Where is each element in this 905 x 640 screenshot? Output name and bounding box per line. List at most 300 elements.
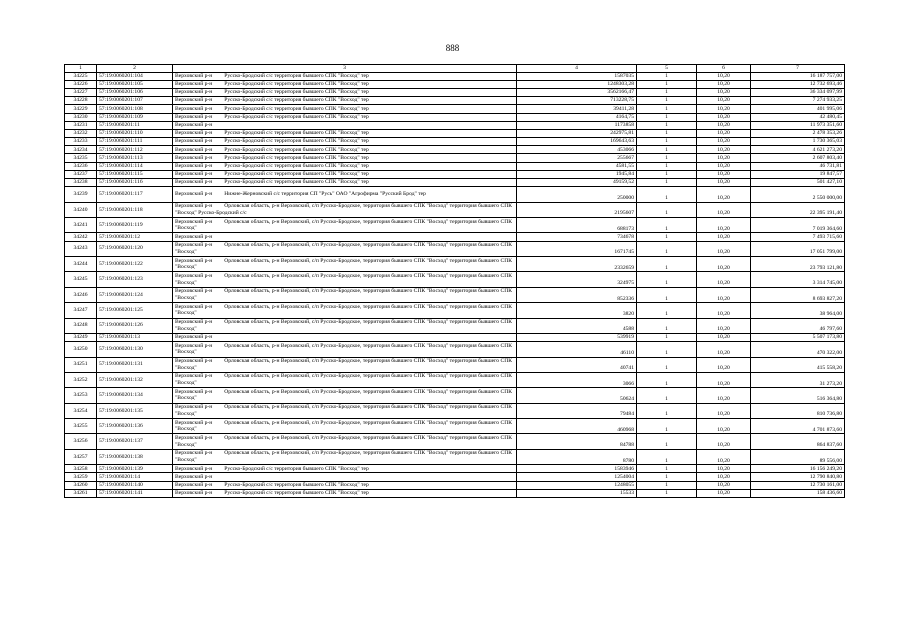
raion-label: Верховский р-н: [175, 435, 213, 442]
raion-label: Верховский р-н: [175, 105, 213, 112]
cadastral-number: 57:19:0060201:106: [97, 88, 173, 96]
location-cell: [173, 88, 517, 96]
cadastral-value: 864 837,60: [751, 434, 845, 449]
address-label: Орловская область, р-н Верховский, с/п Русско-Бродское, территория бывшего СПК "Восход" территория бывшего СПК "Восход": [175, 319, 512, 332]
location-cell: [173, 170, 517, 178]
cadastral-value: 516 364,80: [751, 388, 845, 403]
table-row: [65, 318, 845, 333]
cadastral-number: 57:19:0060201:119: [97, 218, 173, 233]
rate-value: 10,20: [697, 218, 751, 233]
row-number: 34238: [65, 179, 97, 187]
address-label: Русско-Бродский с/с территория бывшего СПК "Восход" тер: [224, 465, 369, 472]
column-5-value: 1: [637, 113, 697, 121]
address-label: Русско-Бродский с/с территория бывшего СПК "Восход" тер: [224, 171, 369, 178]
column-5-value: 1: [637, 473, 697, 481]
address-label: Орловская область, р-н Верховский, с/п Русско-Бродское, территория бывшего СПК "Восход" территория бывшего СПК "Восход": [175, 388, 512, 402]
address-label: Русско-Бродский с/с территория бывшего СПК "Восход" тер: [224, 72, 369, 79]
land-register-table: [64, 64, 845, 498]
row-number: 34228: [65, 97, 97, 105]
address-label: Русско-Бродский с/с территория бывшего СПК "Восход" тер: [224, 162, 369, 169]
column-5-value: 1: [637, 162, 697, 170]
column-header: 7: [751, 65, 845, 73]
rate-value: 10,20: [697, 434, 751, 449]
column-5-value: 1: [637, 333, 697, 341]
row-number: 34253: [65, 388, 97, 403]
column-5-value: 1: [637, 202, 697, 217]
cadastral-value: 4 701 873,60: [751, 419, 845, 434]
raion-label: Верховский р-н: [175, 242, 213, 249]
cadastral-number: 57:19:0060201:111: [97, 138, 173, 146]
rate-value: 10,20: [697, 372, 751, 387]
cadastral-number: 57:19:0060201:126: [97, 318, 173, 333]
row-number: 34226: [65, 80, 97, 88]
table-row: [65, 465, 845, 473]
column-5-value: 1: [637, 218, 697, 233]
area-value: 1254004: [517, 473, 637, 481]
table-row: [65, 88, 845, 96]
area-value: 1248055: [517, 481, 637, 489]
location-cell: [173, 449, 517, 464]
area-value: 2332659: [517, 256, 637, 271]
address-label: Орловская область, р-н Верховский, с/п Русско-Бродское, территория бывшего СПК "Восход" территория бывшего СПК "Восход": [175, 242, 512, 255]
address-label: Русско-Бродский с/с территория бывшего СПК "Восход" тер: [224, 89, 369, 96]
table-row: [65, 170, 845, 178]
area-value: 453066: [517, 146, 637, 154]
rate-value: 10,20: [697, 473, 751, 481]
raion-label: Верховский р-н: [175, 179, 213, 186]
raion-label: Верховский р-н: [175, 233, 213, 240]
location-cell: [173, 187, 517, 202]
table-row: [65, 241, 845, 256]
address-label: Орловская область, р-н Верховский, с/п Русско-Бродское, территория бывшего СПК "Восход" территория бывшего СПК "Восход": [175, 303, 512, 317]
area-value: 713228,75: [517, 97, 637, 105]
address-label: Русско-Бродский с/с территория бывшего СПК "Восход" тер: [224, 113, 369, 120]
cadastral-number: 57:19:0060201:130: [97, 342, 173, 357]
column-5-value: 1: [637, 403, 697, 418]
raion-label: Верховский р-н: [175, 490, 213, 497]
address-label: Орловская область, р-н Верховский, с/п Русско-Бродское, территория бывшего СПК "Восход" территория бывшего СПК "Восход": [175, 373, 512, 387]
column-5-value: 1: [637, 388, 697, 403]
cadastral-number: 57:19:0060201:105: [97, 80, 173, 88]
area-value: 39411,28: [517, 105, 637, 113]
row-number: 34230: [65, 113, 97, 121]
cadastral-number: 57:19:0060201:113: [97, 154, 173, 162]
table-row: [65, 481, 845, 489]
row-number: 34233: [65, 138, 97, 146]
row-number: 34229: [65, 105, 97, 113]
location-cell: [173, 233, 517, 241]
area-value: 50624: [517, 388, 637, 403]
rate-value: 10,20: [697, 154, 751, 162]
raion-label: Верховский р-н: [175, 72, 213, 79]
location-cell: [173, 179, 517, 187]
cadastral-value: 12 730 161,00: [751, 481, 845, 489]
table-row: [65, 419, 845, 434]
cadastral-value: 22 395 191,40: [751, 202, 845, 217]
raion-label: Верховский р-н: [175, 319, 213, 326]
cadastral-value: 7 019 364,60: [751, 218, 845, 233]
raion-label: Верховский р-н: [175, 154, 213, 161]
cadastral-number: 57:19:0060201:140: [97, 481, 173, 489]
column-5-value: 1: [637, 256, 697, 271]
raion-label: Верховский р-н: [175, 122, 213, 129]
rate-value: 10,20: [697, 113, 751, 121]
raion-label: Верховский р-н: [175, 89, 213, 96]
column-5-value: 1: [637, 97, 697, 105]
cadastral-number: 57:19:0060201:137: [97, 434, 173, 449]
rate-value: 10,20: [697, 287, 751, 302]
row-number: 34258: [65, 465, 97, 473]
cadastral-value: 4 621 273,20: [751, 146, 845, 154]
rate-value: 10,20: [697, 318, 751, 333]
cadastral-value: 2 478 353,26: [751, 129, 845, 137]
location-cell: [173, 146, 517, 154]
address-label: Орловская область, р-н Верховский, с/п Русско-Бродское, территория бывшего СПК "Восход" территория бывшего СПК "Восход": [175, 404, 512, 417]
location-cell: [173, 97, 517, 105]
rate-value: 10,20: [697, 146, 751, 154]
row-number: 34261: [65, 489, 97, 497]
row-number: 34248: [65, 318, 97, 333]
column-5-value: 1: [637, 154, 697, 162]
cadastral-number: 57:19:0060201:120: [97, 241, 173, 256]
address-label: Русско-Бродский с/с территория бывшего СПК "Восход" тер: [224, 130, 369, 137]
cadastral-value: 401 995,06: [751, 105, 845, 113]
raion-label: Верховский р-н: [175, 218, 213, 225]
raion-label: Верховский р-н: [175, 388, 213, 395]
column-5-value: 1: [637, 272, 697, 287]
cadastral-number: 57:19:0060201:117: [97, 187, 173, 202]
row-number: 34242: [65, 233, 97, 241]
rate-value: 10,20: [697, 342, 751, 357]
row-number: 34246: [65, 287, 97, 302]
rate-value: 10,20: [697, 121, 751, 129]
location-cell: [173, 318, 517, 333]
rate-value: 10,20: [697, 105, 751, 113]
location-cell: [173, 403, 517, 418]
table-body: [65, 65, 845, 498]
cadastral-value: 5 507 173,80: [751, 333, 845, 341]
cadastral-value: 415 558,20: [751, 357, 845, 372]
table-row: [65, 303, 845, 318]
cadastral-number: 57:19:0060201:14: [97, 473, 173, 481]
cadastral-value: 42 480,45: [751, 113, 845, 121]
cadastral-number: 57:19:0060201:112: [97, 146, 173, 154]
cadastral-number: 57:19:0060201:13: [97, 333, 173, 341]
raion-label: Верховский р-н: [175, 146, 213, 153]
area-value: 46110: [517, 342, 637, 357]
row-number: 34225: [65, 72, 97, 80]
area-value: 688173: [517, 218, 637, 233]
cadastral-value: 2 607 803,40: [751, 154, 845, 162]
location-cell: [173, 162, 517, 170]
area-value: 4588: [517, 318, 637, 333]
rate-value: 10,20: [697, 138, 751, 146]
cadastral-value: 2 550 000,00: [751, 187, 845, 202]
column-5-value: 1: [637, 241, 697, 256]
row-number: 34247: [65, 303, 97, 318]
column-5-value: 1: [637, 481, 697, 489]
cadastral-value: 1 730 365,03: [751, 138, 845, 146]
cadastral-number: 57:19:0060201:125: [97, 303, 173, 318]
table-row: [65, 179, 845, 187]
address-label: Орловская область, р-н Верховский, с/п Русско-Бродское, территория бывшего СПК "Восход" территория бывшего СПК "Восход": [175, 342, 512, 356]
area-value: 250000: [517, 187, 637, 202]
cadastral-value: 3 314 745,00: [751, 272, 845, 287]
row-number: 34245: [65, 272, 97, 287]
location-cell: [173, 80, 517, 88]
area-value: 1587035: [517, 72, 637, 80]
raion-label: Верховский р-н: [175, 130, 213, 137]
table-row: [65, 489, 845, 497]
location-cell: [173, 72, 517, 80]
area-value: 539919: [517, 333, 637, 341]
location-cell: [173, 241, 517, 256]
row-number: 34250: [65, 342, 97, 357]
row-number: 34254: [65, 403, 97, 418]
rate-value: 10,20: [697, 333, 751, 341]
raion-label: Верховский р-н: [175, 138, 213, 145]
location-cell: [173, 357, 517, 372]
table-row: [65, 256, 845, 271]
location-cell: [173, 434, 517, 449]
rate-value: 10,20: [697, 403, 751, 418]
row-number: 34259: [65, 473, 97, 481]
rate-value: 10,20: [697, 129, 751, 137]
location-cell: [173, 121, 517, 129]
row-number: 34257: [65, 449, 97, 464]
row-number: 34227: [65, 88, 97, 96]
address-label: Орловская область, р-н Верховский, с/п Русско-Бродское, территория бывшего СПК "Восход" территория бывшего СПК "Восход": [175, 272, 512, 286]
area-value: 15533: [517, 489, 637, 497]
raion-label: Верховский р-н: [175, 465, 213, 472]
column-header: 1: [65, 65, 97, 73]
cadastral-number: 57:19:0060201:123: [97, 272, 173, 287]
address-label: Русско-Бродский с/с территория бывшего СПК "Восход" тер: [224, 105, 369, 112]
table-row: [65, 449, 845, 464]
cadastral-number: 57:19:0060201:114: [97, 162, 173, 170]
area-value: 1248303,28: [517, 80, 637, 88]
area-value: 1583946: [517, 465, 637, 473]
cadastral-number: 57:19:0060201:135: [97, 403, 173, 418]
location-cell: [173, 287, 517, 302]
location-cell: [173, 388, 517, 403]
table-row: [65, 233, 845, 241]
column-header: 5: [637, 65, 697, 73]
address-label: Русско-Бродский с/с территория бывшего СПК "Восход" тер: [224, 138, 369, 145]
column-5-value: 1: [637, 372, 697, 387]
location-cell: [173, 372, 517, 387]
row-number: 34256: [65, 434, 97, 449]
cadastral-value: 16 156 249,20: [751, 465, 845, 473]
column-5-value: 1: [637, 170, 697, 178]
location-cell: [173, 138, 517, 146]
rate-value: 10,20: [697, 162, 751, 170]
raion-label: Верховский р-н: [175, 81, 213, 88]
table-row: [65, 154, 845, 162]
address-label: Русско-Бродский с/с территория бывшего СПК "Восход" тер: [224, 481, 369, 488]
cadastral-value: 11 973 351,60: [751, 121, 845, 129]
table-row: [65, 105, 845, 113]
table-row: [65, 162, 845, 170]
table-row: [65, 138, 845, 146]
column-5-value: 1: [637, 419, 697, 434]
table-row: [65, 372, 845, 387]
cadastral-number: 57:19:0060201:115: [97, 170, 173, 178]
rate-value: 10,20: [697, 388, 751, 403]
cadastral-number: 57:19:0060201:107: [97, 97, 173, 105]
area-value: 84788: [517, 434, 637, 449]
row-number: 34231: [65, 121, 97, 129]
column-5-value: 1: [637, 146, 697, 154]
column-5-value: 1: [637, 465, 697, 473]
table-row: [65, 113, 845, 121]
table-row: [65, 388, 845, 403]
cadastral-value: 89 556,00: [751, 449, 845, 464]
raion-label: Верховский р-н: [175, 419, 213, 426]
raion-label: Верховский р-н: [175, 272, 213, 279]
area-value: 1173858: [517, 121, 637, 129]
table-row: [65, 187, 845, 202]
rate-value: 10,20: [697, 241, 751, 256]
column-5-value: 1: [637, 357, 697, 372]
raion-label: Верховский р-н: [175, 334, 213, 341]
raion-label: Верховский р-н: [175, 481, 213, 488]
area-value: 49159,52: [517, 179, 637, 187]
rate-value: 10,20: [697, 72, 751, 80]
cadastral-number: 57:19:0060201:136: [97, 419, 173, 434]
table-row: [65, 202, 845, 217]
header-row: [65, 65, 845, 73]
address-label: Русско-Бродский с/с территория бывшего СПК "Восход" тер: [224, 97, 369, 104]
location-cell: [173, 202, 517, 217]
area-value: 1671745: [517, 241, 637, 256]
address-label: Орловская область, р-н Верховский, с/п Русско-Бродское, территория бывшего СПК "Восход" территория бывшего СПК "Восход": [175, 257, 512, 271]
cadastral-number: 57:19:0060201:104: [97, 72, 173, 80]
table-row: [65, 121, 845, 129]
column-5-value: 1: [637, 342, 697, 357]
raion-label: Верховский р-н: [175, 257, 213, 264]
area-value: 1945,84: [517, 170, 637, 178]
location-cell: [173, 105, 517, 113]
raion-label: Верховский р-н: [175, 342, 213, 349]
cadastral-number: 57:19:0060201:132: [97, 372, 173, 387]
table-row: [65, 333, 845, 341]
location-cell: [173, 303, 517, 318]
raion-label: Верховский р-н: [175, 303, 213, 310]
raion-label: Верховский р-н: [175, 203, 213, 210]
row-number: 34235: [65, 154, 97, 162]
cadastral-number: 57:19:0060201:138: [97, 449, 173, 464]
area-value: 242975,81: [517, 129, 637, 137]
cadastral-value: 501 427,10: [751, 179, 845, 187]
address-label: Русско-Бродский с/с территория бывшего СПК "Восход" тер: [224, 81, 369, 88]
raion-label: Верховский р-н: [175, 473, 213, 480]
raion-label: Верховский р-н: [175, 358, 213, 365]
table-row: [65, 146, 845, 154]
table-row: [65, 272, 845, 287]
column-5-value: 1: [637, 80, 697, 88]
rate-value: 10,20: [697, 187, 751, 202]
address-label: Русско-Бродский с/с территория бывшего СПК "Восход" тер: [224, 490, 369, 497]
address-label: Русско-Бродский с/с территория бывшего СПК "Восход" тер: [224, 146, 369, 153]
table-row: [65, 434, 845, 449]
rate-value: 10,20: [697, 233, 751, 241]
raion-label: Верховский р-н: [175, 162, 213, 169]
location-cell: [173, 473, 517, 481]
cadastral-value: 7 493 715,60: [751, 233, 845, 241]
rate-value: 10,20: [697, 202, 751, 217]
column-5-value: 1: [637, 303, 697, 318]
area-value: 3820: [517, 303, 637, 318]
table-row: [65, 72, 845, 80]
area-value: 255667: [517, 154, 637, 162]
location-cell: [173, 218, 517, 233]
location-cell: [173, 481, 517, 489]
cadastral-value: 46 731,81: [751, 162, 845, 170]
cadastral-number: 57:19:0060201:124: [97, 287, 173, 302]
raion-label: Верховский р-н: [175, 404, 213, 411]
column-5-value: 1: [637, 434, 697, 449]
address-label: Орловская область, р-н Верховский, с/п Русско-Бродское, территория бывшего СПК "Восход" территория бывшего СПК "Восход": [175, 435, 512, 448]
area-value: 460968: [517, 419, 637, 434]
cadastral-value: 19 847,57: [751, 170, 845, 178]
raion-label: Верховский р-н: [175, 373, 213, 380]
rate-value: 10,20: [697, 419, 751, 434]
address-label: Орловская область, р-н Верховский, с/п Русско-Бродское, территория бывшего СПК "Восход" территория бывшего СПК "Восход" Русско-Бродский с/с: [175, 203, 512, 216]
rate-value: 10,20: [697, 489, 751, 497]
column-5-value: 1: [637, 179, 697, 187]
cadastral-value: 23 793 121,80: [751, 256, 845, 271]
raion-label: Верховский р-н: [175, 97, 213, 104]
rate-value: 10,20: [697, 179, 751, 187]
table-row: [65, 97, 845, 105]
area-value: 4581,55: [517, 162, 637, 170]
cadastral-value: 12 790 840,80: [751, 473, 845, 481]
column-header: 3: [173, 65, 517, 73]
row-number: 34239: [65, 187, 97, 202]
column-header: 2: [97, 65, 173, 73]
row-number: 34243: [65, 241, 97, 256]
address-label: Орловская область, р-н Верховский, с/п Русско-Бродское, территория бывшего СПК "Восход" территория бывшего СПК "Восход": [175, 218, 512, 232]
cadastral-value: 38 964,00: [751, 303, 845, 318]
cadastral-value: 158 436,60: [751, 489, 845, 497]
location-cell: [173, 129, 517, 137]
cadastral-number: 57:19:0060201:108: [97, 105, 173, 113]
table-row: [65, 473, 845, 481]
area-value: 3562166,47: [517, 88, 637, 96]
location-cell: [173, 465, 517, 473]
column-5-value: 1: [637, 129, 697, 137]
rate-value: 10,20: [697, 449, 751, 464]
cadastral-number: 57:19:0060201:122: [97, 256, 173, 271]
column-5-value: 1: [637, 187, 697, 202]
table-row: [65, 287, 845, 302]
area-value: 8780: [517, 449, 637, 464]
address-label: Нижне-Жерновский с/с территория СП "Русь" ОАО "Агрофирма "Русский Брод" тер: [224, 191, 426, 198]
cadastral-value: 12 732 693,46: [751, 80, 845, 88]
address-label: Орловская область, р-н Верховский, с/п Русско-Бродское, территория бывшего СПК "Восход" территория бывшего СПК "Восход": [175, 450, 512, 464]
table-row: [65, 129, 845, 137]
location-cell: [173, 489, 517, 497]
rate-value: 10,20: [697, 465, 751, 473]
cadastral-number: 57:19:0060201:141: [97, 489, 173, 497]
area-value: 79484: [517, 403, 637, 418]
column-5-value: 1: [637, 72, 697, 80]
table-row: [65, 357, 845, 372]
cadastral-value: 7 274 933,25: [751, 97, 845, 105]
rate-value: 10,20: [697, 256, 751, 271]
row-number: 34232: [65, 129, 97, 137]
